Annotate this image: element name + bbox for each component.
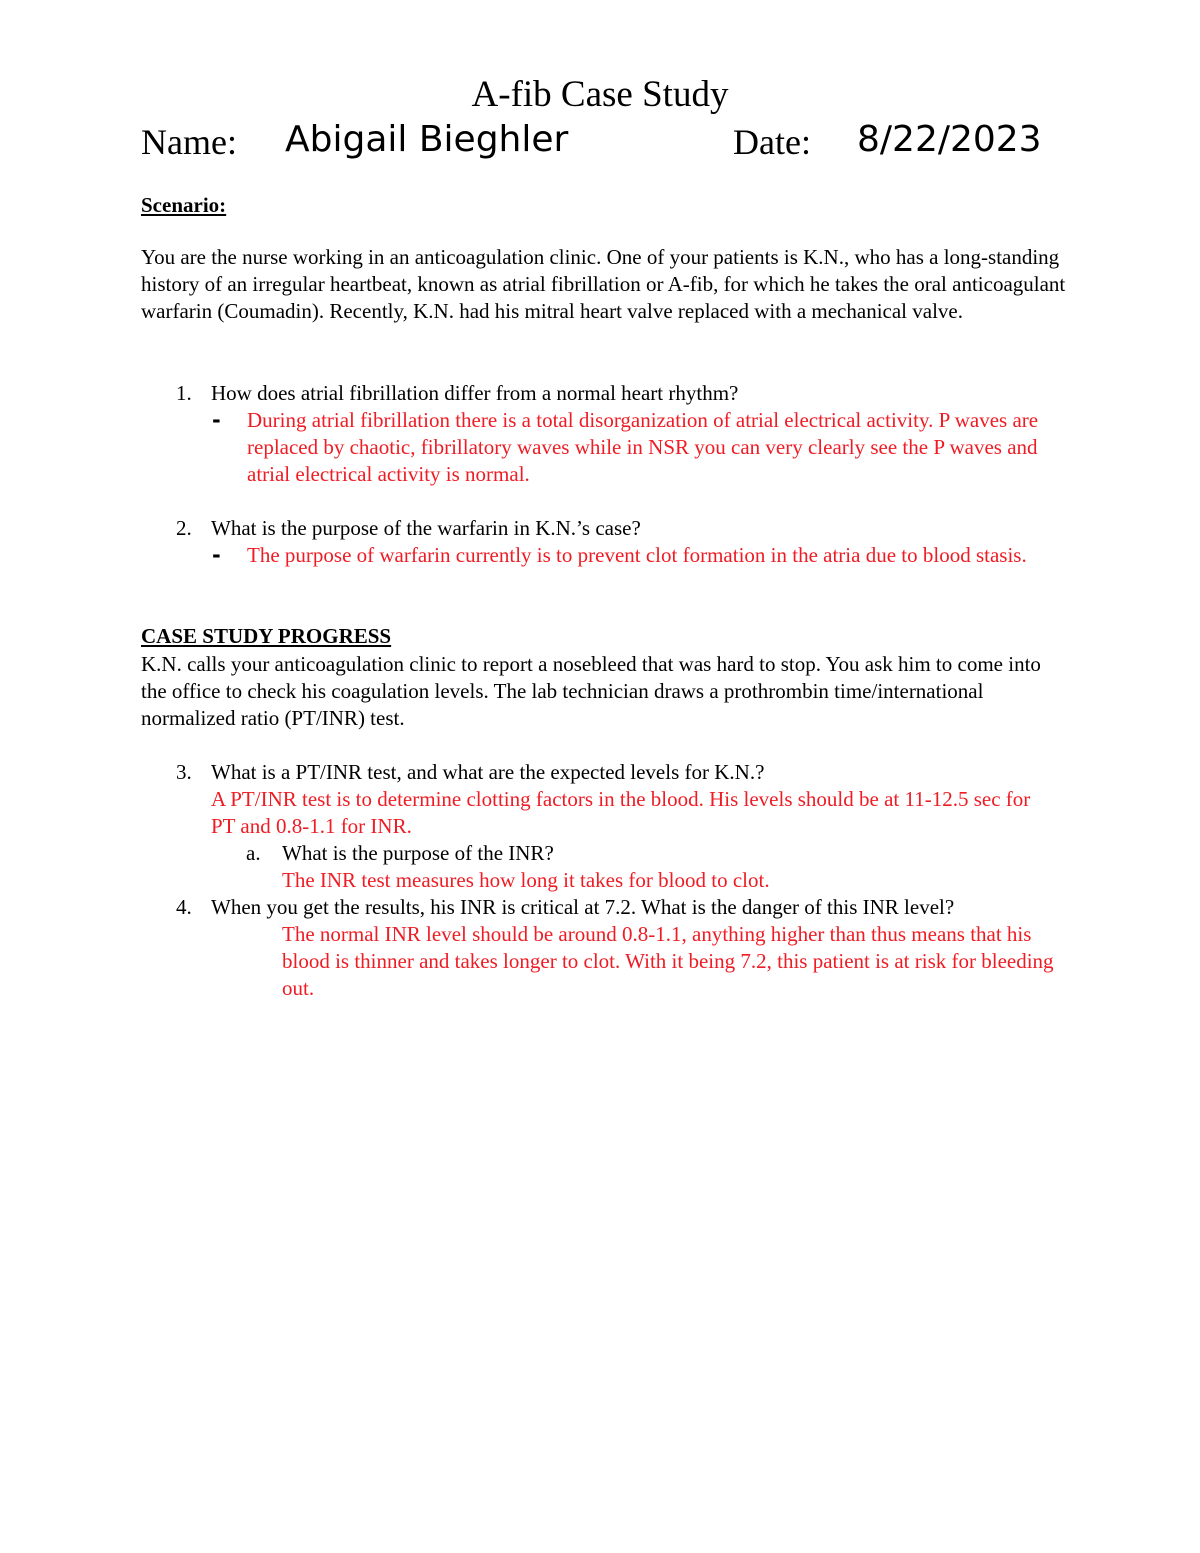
name-value: Abigail Bieghler <box>285 119 569 160</box>
progress-paragraph: K.N. calls your anticoagulation clinic to report a nosebleed that was hard to stop. You ask him to come into the office to check his coagulation levels. The lab technician draws a prothrombin time/international normalized ratio (PT/INR) test. <box>141 652 1041 730</box>
document-title: A-fib Case Study <box>471 74 729 115</box>
question-1-number: 1. <box>176 381 192 405</box>
question-4-number: 4. <box>176 895 192 919</box>
scenario-paragraph: You are the nurse working in an anticoagulation clinic. One of your patients is K.N., who has a long-standing history of an irregular heartbeat, known as atrial fibrillation or A-fib, for which he takes the oral anticoagulant warfarin (Coumadin). Recently, K.N. had his mitral heart valve replaced with a mechanical valve. <box>141 245 1066 323</box>
question-3-number: 3. <box>176 760 192 784</box>
answer-1-text: During atrial fibrillation there is a total disorganization of atrial electrical activity. P waves are replaced by chaotic, fibrillatory waves while in NSR you can very clearly see the P waves and atrial electrical activity is normal. <box>247 408 1039 486</box>
question-4-text: When you get the results, his INR is critical at 7.2. What is the danger of this INR level? <box>211 895 955 919</box>
date-label: Date: <box>733 122 811 162</box>
scenario-heading: Scenario: <box>141 193 227 217</box>
answer-3-text: A PT/INR test is to determine clotting factors in the blood. His levels should be at 11-12.5 sec for PT and 0.8-1.1 for INR. <box>211 787 1031 838</box>
name-date-row <box>141 116 1101 164</box>
answer-2-bullet: - <box>212 543 221 567</box>
progress-heading: CASE STUDY PROGRESS <box>141 624 392 648</box>
question-2-number: 2. <box>176 516 192 540</box>
question-3-text: What is a PT/INR test, and what are the expected levels for K.N.? <box>211 760 765 784</box>
question-3a-letter: a. <box>246 841 261 865</box>
date-value: 8/22/2023 <box>857 119 1042 160</box>
question-1-text: How does atrial fibrillation differ from a normal heart rhythm? <box>211 381 739 405</box>
question-3a-text: What is the purpose of the INR? <box>282 841 554 865</box>
name-label: Name: <box>141 122 237 162</box>
question-2-text: What is the purpose of the warfarin in K.N.’s case? <box>211 516 641 540</box>
answer-3a-text: The INR test measures how long it takes for blood to clot. <box>282 868 770 892</box>
answer-4-text: The normal INR level should be around 0.8-1.1, anything higher than thus means that his blood is thinner and takes longer to clot. With it being 7.2, this patient is at risk for bleeding out. <box>282 922 1054 1000</box>
answer-2-text: The purpose of warfarin currently is to prevent clot formation in the atria due to blood stasis. <box>247 543 1027 567</box>
answer-1-bullet: - <box>212 408 221 432</box>
